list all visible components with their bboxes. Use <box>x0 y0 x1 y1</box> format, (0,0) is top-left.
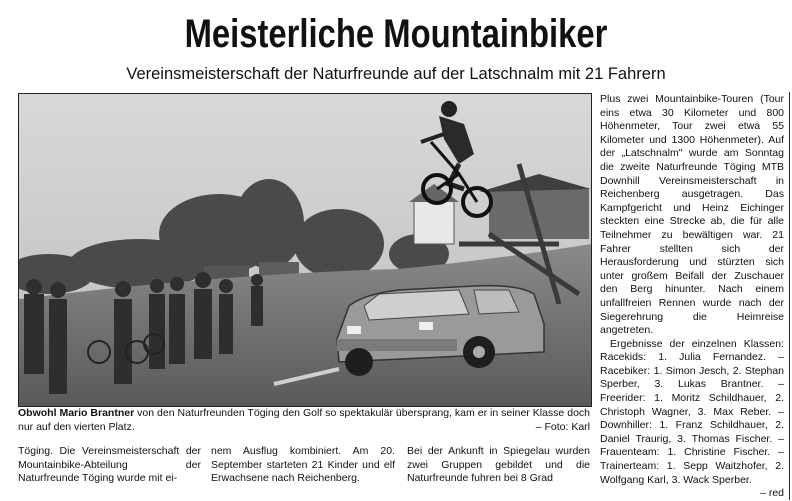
bottom-column-1-text: Töging. Die Vereinsmeisterschaft der Mountainbike-Abteilung der Naturfreunde Töging wurde mit ei- <box>18 445 201 485</box>
caption-lead: Obwohl Mario Brantner <box>18 407 135 419</box>
photo-caption <box>18 406 590 434</box>
article-subheadline: Vereinsmeisterschaft der Naturfreunde auf der Latschnalm mit 21 Fahrern <box>126 65 666 83</box>
author-tag: – red <box>760 487 784 500</box>
right-column <box>600 93 784 501</box>
article-headline: Meisterliche Mountainbiker <box>184 12 608 56</box>
column-rule <box>789 92 790 500</box>
caption-text: von den Naturfreunden Töging den Golf so spektakulär übersprang, kam er in seiner Klasse doch nur auf den vierten Platz. <box>18 407 590 433</box>
bottom-column-1 <box>18 445 201 486</box>
right-column-paragraph-1: Plus zwei Mountainbike-Touren (Tour eins etwa 30 Kilometer und 800 Höhenmeter, Tour zwei etwa 55 Kilometer und 1300 Höhenmeter). Auf der „Latschnalm" wurde am Sonntag die zweite Naturfreunde Töging MTB Downhill Vereinsmeisterschaft in Reichenberg ausgetragen. Das Kampfgericht und Heinz Eichinger steckten eine Strecke ab, die für alle Teilnehmer zu bewältigen war. 21 Fahrer stellten sich der Herausforderung und stürzten sich unter großem Beifall der Zuschauer den Berg hinunter. Nach einem unfallfreien Rennen wurde nach der Siegerehrung die Heimreise angetreten. <box>600 93 784 337</box>
article-photo <box>18 93 592 407</box>
results-text: Ergebnisse der einzelnen Klassen: Racekids: 1. Julia Fernandez. – Racebiker: 1. Simon Jesch, 2. Stephan Sperber, 3. Lukas Brantner. – Freerider: 1. Moritz Schildhauer, 2. Christoph Wagner, 3. Max Reber. – Downhiller: 1. Franz Schildhauer, 2. Daniel Traurig, 3. Thomas Fischer. – Frauenteam: 1. Christine Fischer. – Trainerteam: 1. Sepp Waitzhofer, 2. Wolfgang Karl, 3. Wack Sperber. <box>600 337 784 486</box>
bottom-column-3-text: Bei der Ankunft in Spiegelau wurden zwei Gruppen gebildet und die Naturfreunde fuhren bei 8 Grad <box>407 445 590 485</box>
bottom-column-3 <box>407 445 590 486</box>
results-paragraph <box>600 337 784 500</box>
bottom-column-2 <box>211 445 395 486</box>
bottom-column-2-text: nem Ausflug kombiniert. Am 20. September starteten 21 Kinder und elf Erwachsene nach Reichenberg. <box>211 445 395 485</box>
photo-credit: – Foto: Karl <box>535 421 590 433</box>
